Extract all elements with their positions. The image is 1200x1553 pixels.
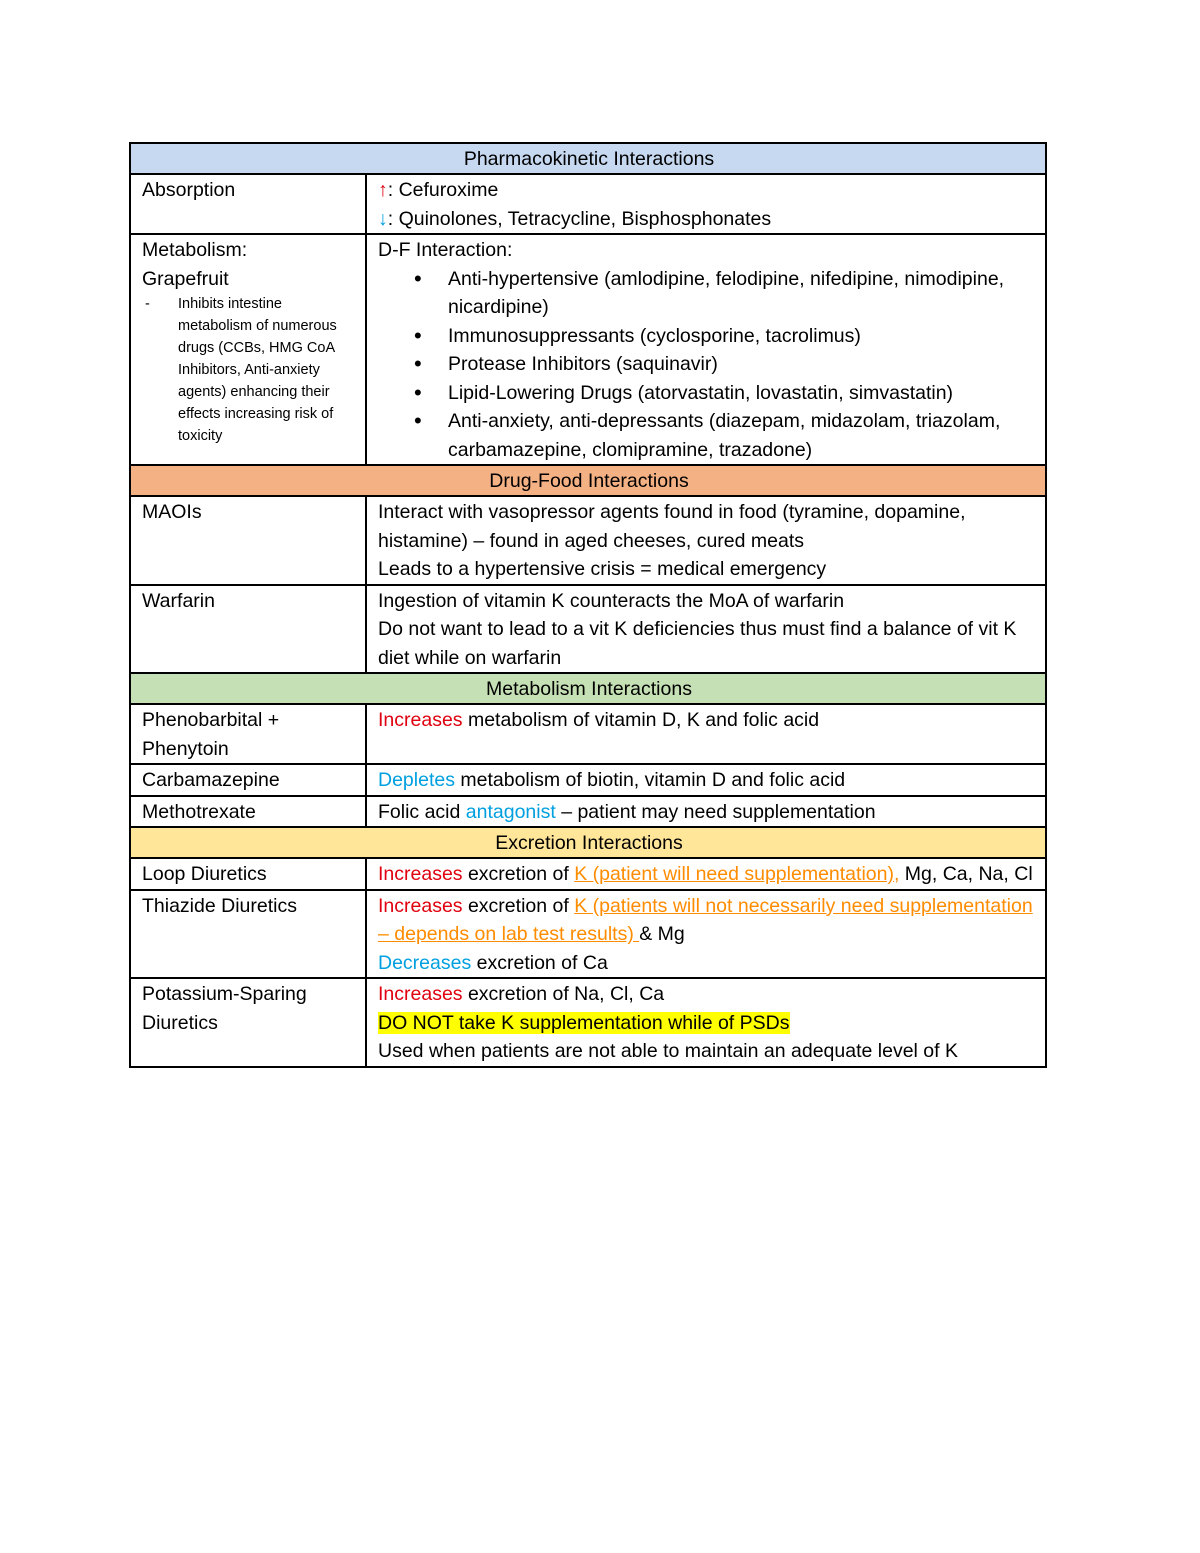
table-row <box>130 585 1046 674</box>
table-row <box>130 174 1046 234</box>
potassium-sparing-details: Increases excretion of Na, Cl, Ca DO NOT take K supplementation while of PSDs Used when patients are not able to maintain an adequate level of K <box>366 978 1046 1067</box>
df-interaction-list <box>378 265 1036 465</box>
row-label-potassium-sparing: Potassium-Sparing Diuretics <box>130 978 366 1067</box>
row-label-phenobarbital: Phenobarbital + Phenytoin <box>130 704 366 764</box>
drug-interactions-table <box>129 142 1047 1068</box>
maois-details: Interact with vasopressor agents found in food (tyramine, dopamine, histamine) – found in aged cheeses, cured meats Leads to a hypertensive crisis = medical emergency <box>366 496 1046 585</box>
loop-diuretics-details: Increases excretion of K (patient will need supplementation), Mg, Ca, Na, Cl <box>366 858 1046 890</box>
table-row <box>130 890 1046 979</box>
table-row <box>130 234 1046 465</box>
carbamazepine-details: Depletes metabolism of biotin, vitamin D and folic acid <box>366 764 1046 796</box>
methotrexate-details: Folic acid antagonist – patient may need supplementation <box>366 796 1046 828</box>
pharmacokinetic-header: Pharmacokinetic Interactions <box>130 143 1046 174</box>
row-label-warfarin: Warfarin <box>130 585 366 674</box>
absorption-details: ↑: Cefuroxime ↓: Quinolones, Tetracycline, Bisphosphonates <box>366 174 1046 234</box>
thiazide-diuretics-details: Increases excretion of K (patients will not necessarily need supplementation – depends on lab test results) & Mg Decreases excretion of Ca <box>366 890 1046 979</box>
row-label-thiazide-diuretics: Thiazide Diuretics <box>130 890 366 979</box>
excretion-header: Excretion Interactions <box>130 827 1046 858</box>
arrow-up-icon: ↑ <box>378 179 388 201</box>
section-header-row <box>130 465 1046 496</box>
row-label-methotrexate: Methotrexate <box>130 796 366 828</box>
metabolism-details: D-F Interaction: • Anti-hypertensive (amlodipine, felodipine, nifedipine, nimodipine, nicardipine) • Immunosuppressants (cyclosporine, tacrolimus) • Protease Inhibitors (saquinavir) • Lipid-Lowering Drugs (atorvastatin, lovastatin, simvastatin) • Anti-anxiety, anti-depressants (diazepam, midazolam, triazolam, carbamazepine, clomipramine, trazadone) <box>366 234 1046 465</box>
row-label-loop-diuretics: Loop Diuretics <box>130 858 366 890</box>
phenobarbital-details: Increases metabolism of vitamin D, K and folic acid <box>366 704 1046 764</box>
table-row <box>130 858 1046 890</box>
table-row <box>130 496 1046 585</box>
warfarin-details: Ingestion of vitamin K counteracts the MoA of warfarin Do not want to lead to a vit K deficiencies thus must find a balance of vit K diet while on warfarin <box>366 585 1046 674</box>
section-header-row <box>130 673 1046 704</box>
metabolism-header: Metabolism Interactions <box>130 673 1046 704</box>
table-row <box>130 978 1046 1067</box>
row-label-metabolism: Metabolism: Grapefruit - Inhibits intestine metabolism of numerous drugs (CCBs, HMG CoA Inhibitors, Anti-anxiety agents) enhancing their effects increasing risk of toxicity <box>130 234 366 465</box>
table-row <box>130 796 1046 828</box>
row-label-maois: MAOIs <box>130 496 366 585</box>
list-item: • Anti-hypertensive (amlodipine, felodipine, nifedipine, nimodipine, nicardipine) <box>378 265 1036 322</box>
list-item: • Anti-anxiety, anti-depressants (diazepam, midazolam, triazolam, carbamazepine, clomipramine, trazadone) <box>378 407 1036 464</box>
list-item: • Lipid-Lowering Drugs (atorvastatin, lovastatin, simvastatin) <box>378 379 1036 408</box>
table-row <box>130 764 1046 796</box>
list-item: • Immunosuppressants (cyclosporine, tacrolimus) <box>378 322 1036 351</box>
grapefruit-note: - Inhibits intestine metabolism of numerous drugs (CCBs, HMG CoA Inhibitors, Anti-anxiety agents) enhancing their effects increasing risk of toxicity <box>142 293 356 447</box>
row-label-carbamazepine: Carbamazepine <box>130 764 366 796</box>
highlighted-warning: DO NOT take K supplementation while of PSDs <box>378 1011 790 1034</box>
row-label-absorption: Absorption <box>130 174 366 234</box>
table-row <box>130 704 1046 764</box>
drug-food-header: Drug-Food Interactions <box>130 465 1046 496</box>
list-item: • Protease Inhibitors (saquinavir) <box>378 350 1036 379</box>
section-header-row <box>130 827 1046 858</box>
section-header-row <box>130 143 1046 174</box>
arrow-down-icon: ↓ <box>378 207 388 230</box>
